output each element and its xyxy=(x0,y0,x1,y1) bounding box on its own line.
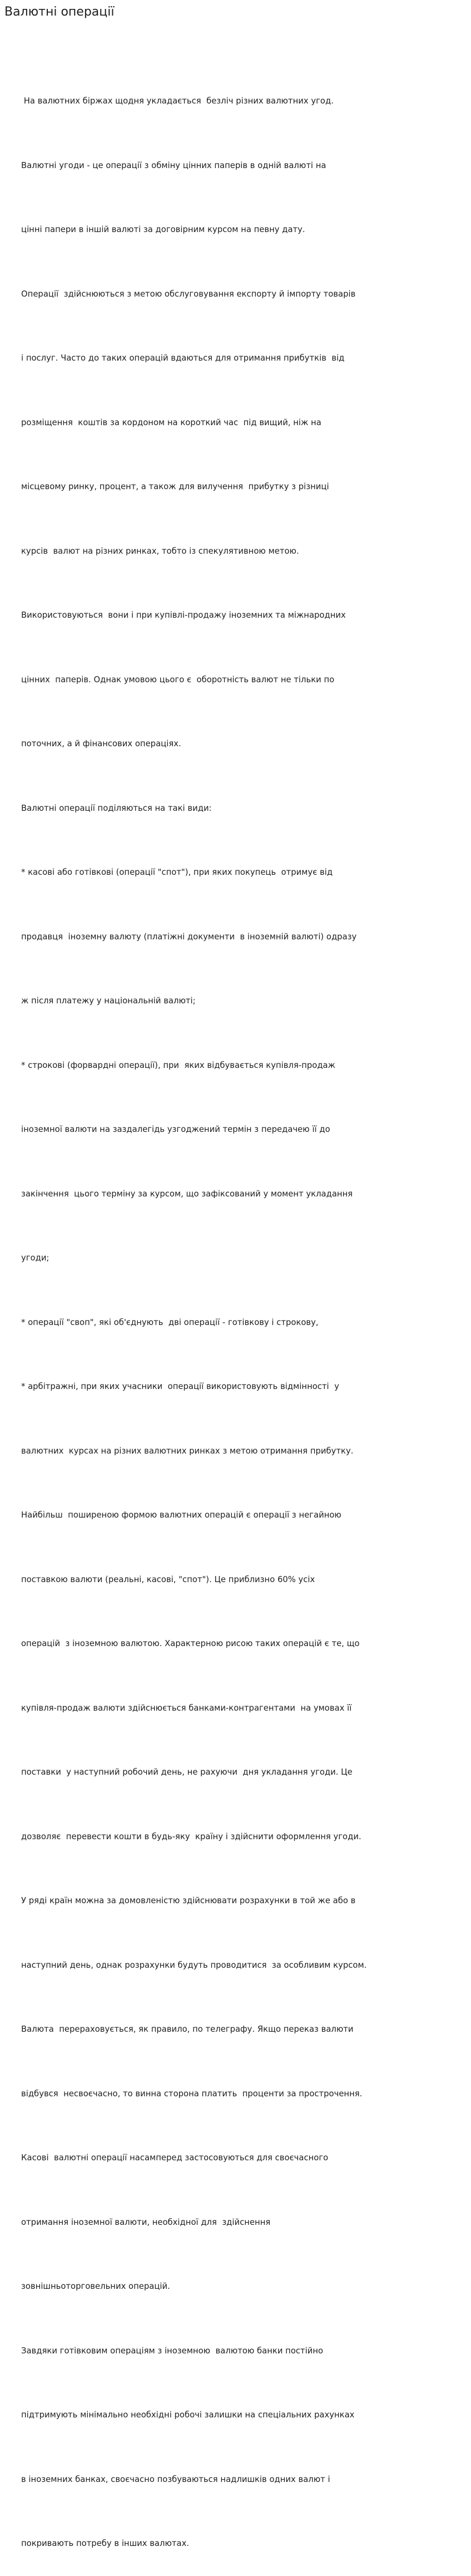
text-line: наступний день, однак розрахунки будуть проводитися за особливим курсом. xyxy=(21,1960,367,1970)
text-line: в іноземних банках, своєчасно позбуваються надлишків одних валют і xyxy=(21,2474,330,2484)
text-line: купівля-продаж валюти здійснюється банками-контрагентами на умовах її xyxy=(21,1703,352,1713)
text-line: цінних паперів. Однак умовою цього є оборотність валют не тільки по xyxy=(21,674,335,684)
text-line: місцевому ринку, процент, а також для вилучення прибутку з різниці xyxy=(21,482,329,491)
text-line: валютних курсах на різних валютних ринках з метою отримання прибутку. xyxy=(21,1446,354,1456)
text-line: відбувся несвоєчасно, то винна сторона платить проценти за прострочення. xyxy=(21,2089,363,2099)
text-line: зовнішньоторговельних операцій. xyxy=(21,2282,170,2291)
text-line: покривають потребу в інших валютах. xyxy=(21,2539,190,2548)
text-line: У ряді країн можна за домовленістю здійснювати розрахунки в той же або в xyxy=(21,1896,356,1905)
text-line: поточних, а й фінансових операціях. xyxy=(21,739,181,748)
text-line: * касові або готівкові (операції "спот"), при яких покупець отримує від xyxy=(21,868,333,877)
text-line: отримання іноземної валюти, необхідної для здійснення xyxy=(21,2217,271,2227)
text-line: Валюта перераховується, як правило, по телеграфу. Якщо переказ валюти xyxy=(21,2025,354,2034)
text-line: Завдяки готівковим операціям з іноземною валютою банки постійно xyxy=(21,2346,324,2356)
text-line: цінні папери в іншій валюті за договірним курсом на певну дату. xyxy=(21,225,305,234)
text-line: іноземної валюти на заздалегідь узгоджений термін з передачею її до xyxy=(21,1125,330,1134)
text-line: угоди; xyxy=(21,1253,49,1263)
text-line: курсів валют на різних ринках, тобто із спекулятивною метою. xyxy=(21,546,299,556)
article-body xyxy=(21,48,466,2576)
text-line: розміщення коштів за кордоном на короткий час під вищий, ніж на xyxy=(21,417,321,427)
text-line: операцій з іноземною валютою. Характерною рисою таких операцій є те, що xyxy=(21,1639,360,1648)
text-line: ж після платежу у національній валюті; xyxy=(21,996,196,1006)
text-line: Операції здійснюються з метою обслуговування експорту й імпорту товарів xyxy=(21,289,356,299)
text-line: підтримують мінімально необхідні робочі залишки на спеціальних рахунках xyxy=(21,2410,355,2420)
text-line: і послуг. Часто до таких операцій вдаються для отримання прибутків від xyxy=(21,353,345,363)
text-line: продавця іноземну валюту (платіжні документи в іноземній валюті) одразу xyxy=(21,932,357,942)
text-line: Касові валютні операції насамперед застосовуються для своєчасного xyxy=(21,2153,329,2163)
page-title: Валютні операції xyxy=(4,5,115,19)
text-line: поставки у наступний робочий день, не рахуючи дня укладання угоди. Це xyxy=(21,1767,353,1777)
text-line: На валютних біржах щодня укладається безліч різних валютних угод. xyxy=(21,96,334,106)
text-line: закінчення цього терміну за курсом, що зафіксований у момент укладання xyxy=(21,1189,353,1199)
text-line: * операції "своп", які об'єднують дві операції - готівкову і строкову, xyxy=(21,1317,319,1327)
text-line: Валютні операції поділяються на такі види: xyxy=(21,803,212,813)
text-line: * строкові (форвардні операції), при яких відбувається купівля-продаж xyxy=(21,1060,335,1070)
text-line: * арбітражні, при яких учасники операції використовують відмінності у xyxy=(21,1382,339,1391)
text-line: Найбільш поширеною формою валютних операцій є операції з негайною xyxy=(21,1510,341,1520)
text-line: Валютні угоди - це операції з обміну цінних паперів в одній валюті на xyxy=(21,160,326,170)
text-line: дозволяє перевести кошти в будь-яку країну і здійснити оформлення угоди. xyxy=(21,1831,361,1841)
text-line: поставкою валюти (реальні, касові, "спот"). Це приблизно 60% усіх xyxy=(21,1574,315,1584)
text-line: Використовуються вони і при купівлі-продажу іноземних та міжнародних xyxy=(21,610,346,620)
